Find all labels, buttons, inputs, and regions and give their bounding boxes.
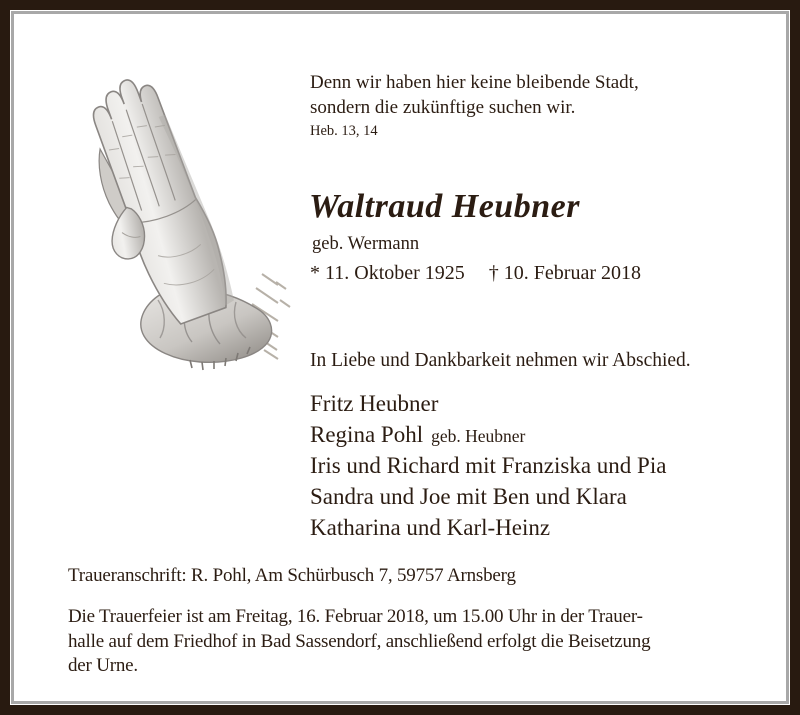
scripture-quote [310,70,639,142]
mourner-suffix: geb. Heubner [431,426,526,446]
quote-reference: Heb. 13, 14 [310,123,378,139]
condolence-address: Traueranschrift: R. Pohl, Am Schürbusch 7, 59757 Arnsberg [68,565,516,586]
ceremony-details [68,605,650,679]
mourner-row [310,420,666,451]
hands-group [61,69,240,336]
ceremony-line: halle auf dem Friedhof in Bad Sassendorf, anschließend erfolgt die Beisetzung [68,630,651,652]
deceased-name: Waltraud Heubner [309,188,580,225]
quote-line: sondern die zukünftige suchen wir. [310,97,576,118]
life-dates [310,262,641,285]
mourners-list [310,389,666,544]
praying-hands-illustration [40,60,302,372]
mourner-row [310,389,666,420]
mourner-row [310,513,666,544]
mourner-name: Katharina und Karl-Heinz [310,515,551,540]
mourner-name: Iris und Richard mit Franziska und Pia [310,453,667,478]
mourner-row [310,451,666,482]
mourner-row [310,482,666,513]
death-date: † 10. Februar 2018 [488,262,641,284]
mourner-name: Fritz Heubner [310,391,439,416]
mourner-name: Sandra und Joe mit Ben und Klara [310,484,627,509]
ceremony-line: der Urne. [68,655,138,676]
birth-date: * 11. Oktober 1925 [310,262,465,284]
quote-line: Denn wir haben hier keine bleibende Stadt, [310,72,639,93]
mourner-name: Regina Pohl [310,422,424,447]
ceremony-line: Die Trauerfeier ist am Freitag, 16. Februar 2018, um 15.00 Uhr in der Trauer- [68,606,643,627]
farewell-line: In Liebe und Dankbarkeit nehmen wir Abschied. [310,350,691,371]
maiden-name: geb. Wermann [312,234,420,254]
